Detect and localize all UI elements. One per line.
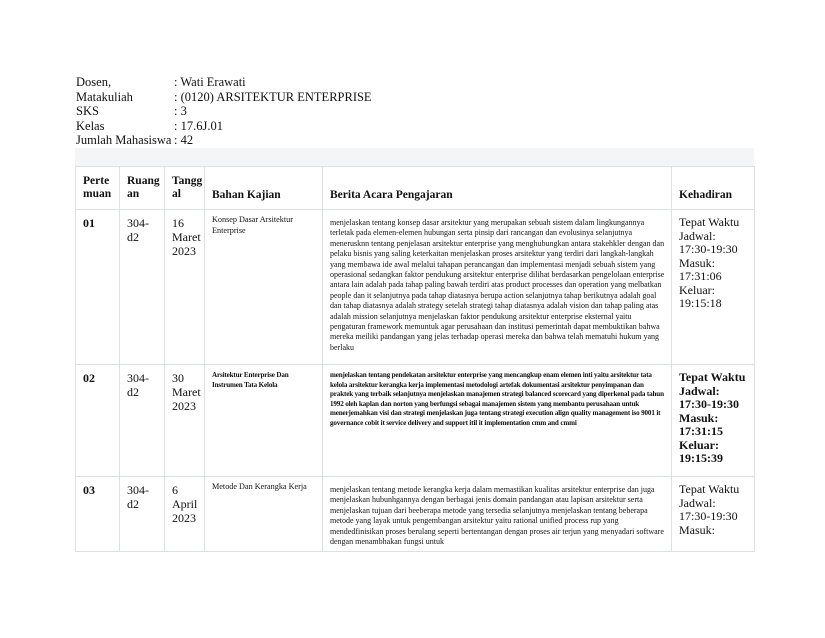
check-out-label: Keluar: [679, 282, 715, 297]
meeting-number: 02 [83, 371, 95, 385]
course-info [76, 75, 372, 148]
table-header-row [76, 167, 755, 210]
schedule-label: Jadwal: [679, 495, 716, 510]
table-row [76, 210, 755, 365]
attendance-status: Tepat Waktu [679, 215, 740, 229]
col-berita-acara: Berita Acara Pengajaran [323, 167, 672, 210]
col-pertemuan: Perte muan [76, 167, 120, 210]
matakuliah-value: : (0120) ARSITEKTUR ENTERPRISE [174, 89, 372, 104]
col-ruangan: Ruang an [120, 167, 165, 210]
attendance [672, 477, 754, 541]
jumlah-row [76, 133, 372, 148]
topic: Arsitektur Enterprise Dan Instrumen Tata Kelola [212, 371, 289, 389]
schedule-time: 17:30-19:30 [679, 242, 738, 256]
kelas-label: Kelas [76, 118, 105, 133]
sks-row [76, 104, 372, 119]
lecture-report: menjelaskan tentang metode kerangka kerja dalam memastikan kualitas arsitektur enterprise dan juga menjelaskan hubunhgannya dengan berbagai jenis domain pandangan atau lapisan arsitektur serta menjelaskan tujuan dari beeberapa metode yang tersedia selanjutnya menjelaskan tentang beberapa metode yang layak untuk pengembangan arsitektur yaitu rational unified process rup yang mendedfinisikan proses berulang seperti bertentangan dengan proses air terjun yang menyadari software dengan menambhakan fungsi untuk [330, 485, 664, 547]
room: 304-d2 [127, 216, 149, 244]
date: 6 April 2023 [172, 483, 198, 525]
check-in-label: Masuk: [679, 410, 719, 425]
jumlah-label: Jumlah Mahasiswa [76, 133, 172, 147]
topic: Konsep Dasar Arsitektur Enterprise [212, 215, 293, 235]
topic: Metode Dan Kerangka Kerja [212, 482, 307, 491]
col-bahan-kajian: Bahan Kajian [205, 167, 323, 210]
schedule-label: Jadwal: [679, 228, 716, 243]
lecture-report: menjelaskan tentang pendekatan arsitektur enterprise yang mencangkup enam elemen inti yaitu arsitektur tata kelola arsitektur kerangka kerja implementasi metodologi artefak dokumentasi arsitektur penyimpanan dan praktek yang terbaik selanjutnya menjelaskan manajemen strategi balanced scorecard yang diperkenal pada tahun 1992 oleh kaplan dan norton yang berfungsi sebagai manajemen sistem yang membantu perusahaan untuk menerjemahkan visi dan strategi menjelaskan juga tentang strategi execution align quality management iso 9001 it governance cobit it service delivery and support itil it implementation cmm and cmmi [330, 371, 664, 427]
table-row [76, 477, 755, 552]
attendance-status: Tepat Waktu [679, 370, 746, 384]
kelas-row [76, 119, 372, 134]
check-in-label: Masuk: [679, 522, 715, 537]
matakuliah-row [76, 90, 372, 105]
meeting-number: 03 [83, 483, 95, 497]
col-kehadiran: Kehadiran [672, 167, 755, 210]
dosen-row [76, 75, 372, 90]
attendance [672, 365, 754, 470]
meeting-number: 01 [83, 216, 95, 230]
check-in-label: Masuk: [679, 255, 715, 270]
sks-label: SKS [76, 104, 99, 118]
date: 16 Maret 2023 [172, 216, 201, 258]
check-out-label: Keluar: [679, 437, 719, 452]
attendance [672, 210, 754, 315]
schedule-time: 17:30-19:30 [679, 509, 738, 523]
room: 304-d2 [127, 483, 149, 511]
room: 304-d2 [127, 371, 149, 399]
table-row [76, 365, 755, 477]
attendance-table [75, 166, 755, 552]
check-in-time: 17:31:15 [679, 424, 723, 438]
jumlah-value: : 42 [174, 133, 194, 147]
kelas-value: : 17.6J.01 [174, 118, 223, 133]
schedule-time: 17:30-19:30 [679, 397, 739, 411]
attendance-status: Tepat Waktu [679, 482, 740, 496]
col-tanggal: Tangg al [165, 167, 205, 210]
date: 30 Maret 2023 [172, 371, 201, 413]
sks-value: : 3 [174, 104, 187, 118]
check-in-time: 17:31:06 [679, 269, 722, 283]
dosen-label: Dosen, [76, 75, 112, 89]
table-top-band [75, 148, 754, 166]
attendance-table-wrapper [75, 148, 754, 552]
lecture-report: menjelaskan tentang konsep dasar arsitektur yang merupakan sebuah sistem dalam lingkungannya terletak pada elemen-elemen hubungan serta pinsip dari rancangan dan evolusinya selanjutnya menerusknn tentang penjelasan arsitektur enterprise yang menghubungkan antara stakehkler dengan dan pelaku bisnis yang saling keterkaitan menjelaskan proses arsitektur yang terdiri dari langkah-langkah yang membawa ide awal melalui tahapan perancangan dan implementasi menjadi sebuah sistem yang operasional sedangkan faktor pendukung arsitektur enterprise dilihat berdasarkan pengelolaan enterprise antara lain adalah pada tahap paling bawah terdiri atas product processes dan operation yang melbatkan people dan it selanjutnya pada tahap diatasnya berupa action selanjutnya tahap berikutnya adalah goal dan tahap diatasnya adalah strategy setelah strategi tahap diatasnya adalah vision dan tahap paling atas adalah mission selanjutnya menjelaskan faktor pendukung arsitektur enterprise eksternal yaitu pengaturan framework memuntuk agar perusahaan dan institusi pemerintah dapat membuktikan bahwa mereka meiliki pandangan yang jelas terhadap operasi mereka dan bahwa telah mematuhi hukum yang berlaku [330, 218, 665, 352]
matakuliah-label: Matakuliah [76, 89, 133, 104]
schedule-label: Jadwal: [679, 383, 720, 398]
check-out-time: 19:15:39 [679, 451, 723, 465]
dosen-value: : Wati Erawati [174, 75, 246, 89]
check-out-time: 19:15:18 [679, 296, 722, 310]
